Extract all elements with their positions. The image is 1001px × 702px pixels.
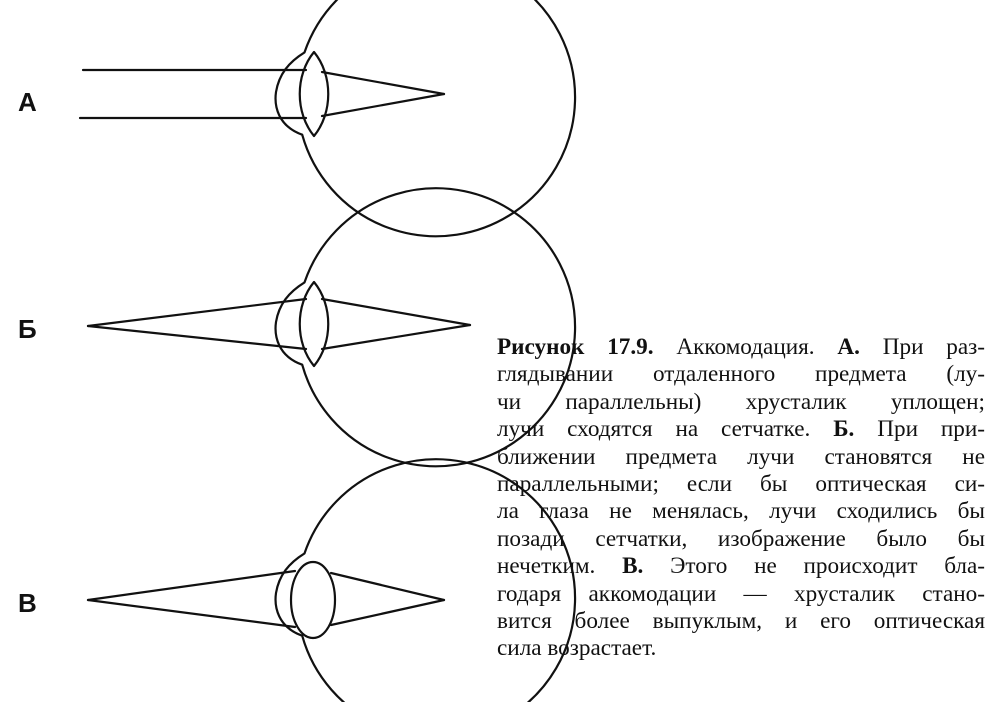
eyeball-outline-a xyxy=(276,0,576,236)
caption-line-text: При при- xyxy=(877,416,986,443)
ray-a-top-refracted xyxy=(322,72,444,94)
ray-b-bottom-incident xyxy=(88,326,306,349)
caption-line xyxy=(497,334,985,361)
ray-c-bottom-refracted xyxy=(331,600,444,625)
caption-line-text: Этого не происходит бла- xyxy=(670,553,986,580)
caption-title: Аккомодация. xyxy=(676,334,815,360)
caption-line-text: При раз- xyxy=(882,334,986,360)
caption-line: вится более выпуклым, и его оптическая xyxy=(497,608,985,635)
caption-line-text: лучи сходятся на сетчатке. xyxy=(497,416,811,443)
panel-label-b: Б xyxy=(18,314,37,344)
ray-b-top-incident xyxy=(88,299,306,326)
panel-label-c: В xyxy=(18,588,37,618)
caption-line: позади сетчатки, изображение было бы xyxy=(497,525,985,552)
caption-marker-b: Б. xyxy=(833,416,855,443)
caption-line: ближении предмета лучи становятся не xyxy=(497,443,985,470)
lens-a xyxy=(300,52,329,136)
ray-b-top-refracted xyxy=(322,299,470,325)
ray-b-bottom-refracted xyxy=(322,325,470,349)
ray-c-bottom-incident xyxy=(88,600,295,627)
figure-caption xyxy=(497,334,985,663)
caption-marker-a: А. xyxy=(837,334,860,360)
caption-line-text: нечетким. xyxy=(497,553,596,580)
eye-panel-a xyxy=(80,0,575,236)
caption-marker-c: В. xyxy=(622,553,644,580)
caption-line: параллельными; если бы оптическая си- xyxy=(497,471,985,498)
figure-number: Рисунок 17.9. xyxy=(497,334,654,360)
ray-c-top-incident xyxy=(88,571,295,600)
lens-b xyxy=(300,282,329,366)
caption-line xyxy=(497,416,985,443)
caption-line: годаря аккомодации — хрусталик стано- xyxy=(497,580,985,607)
caption-line: глядывании отдаленного предмета (лу- xyxy=(497,361,985,388)
ray-a-bottom-refracted xyxy=(322,94,444,116)
ray-c-top-refracted xyxy=(331,573,444,600)
panel-label-a: А xyxy=(18,87,37,117)
caption-line: чи параллельны) хрусталик уплощен; xyxy=(497,388,985,415)
caption-line: ла глаза не менялась, лучи сходились бы xyxy=(497,498,985,525)
caption-line: сила возрастает. xyxy=(497,635,657,662)
lens-c xyxy=(291,562,335,638)
caption-line xyxy=(497,553,985,580)
